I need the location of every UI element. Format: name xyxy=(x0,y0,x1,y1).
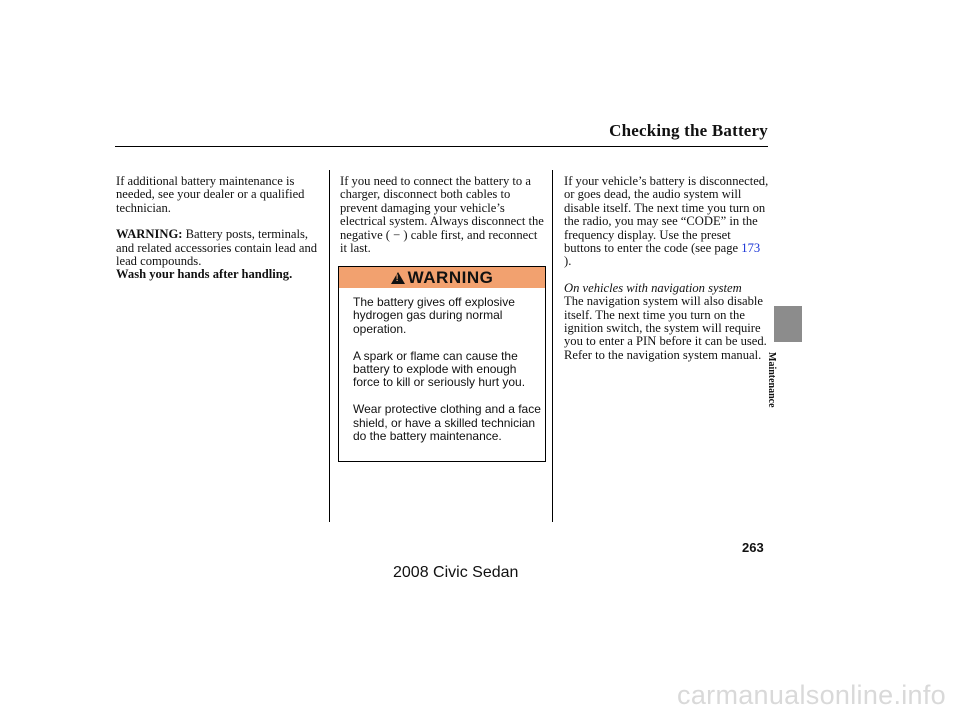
header-rule xyxy=(115,146,768,147)
watermark: carmanualsonline.info xyxy=(677,680,946,710)
section-label: Maintenance xyxy=(766,352,777,408)
page-reference-link[interactable]: 173 xyxy=(741,241,761,256)
section-tab xyxy=(774,306,802,342)
lead-warning-text: Battery posts, terminals, and related accessories contain lead and lead compounds. xyxy=(116,227,318,269)
page-number: 263 xyxy=(742,540,764,555)
navigation-heading: On vehicles with navigation system xyxy=(564,280,742,295)
wash-hands-note: Wash your hands after handling. xyxy=(116,267,293,282)
charger-instructions: If you need to connect the battery to a charger, disconnect both cables to prevent damaging your vehicle’s electrical system. Always disconnect the negative ( − ) cable first, and reconnect it last. xyxy=(340,174,544,256)
warning-body xyxy=(353,296,541,457)
warning-triangle-icon xyxy=(391,272,405,284)
lead-warning xyxy=(116,228,324,268)
audio-code-note xyxy=(564,175,770,269)
warning-banner-label: WARNING xyxy=(407,267,494,287)
column-3 xyxy=(564,175,770,362)
navigation-note: The navigation system will also disable itself. The next time you turn on the ignition switch, the system will require you to enter a PIN before it can be used. Refer to the navigation system manual. xyxy=(564,294,767,362)
warning-paragraph-3: Wear protective clothing and a face shield, or have a skilled technician do the battery maintenance. xyxy=(353,402,541,444)
column-divider-left xyxy=(329,170,330,522)
column-2 xyxy=(340,175,546,255)
column-1 xyxy=(116,175,324,282)
warning-paragraph-1: The battery gives off explosive hydrogen gas during normal operation. xyxy=(353,295,515,336)
warning-box xyxy=(338,266,546,462)
warning-label: WARNING: xyxy=(116,227,183,242)
column-divider-right xyxy=(552,170,553,522)
page-title: Checking the Battery xyxy=(609,121,768,140)
maintenance-note: If additional battery maintenance is needed, see your dealer or a qualified technician. xyxy=(116,174,305,215)
audio-code-text-end: ). xyxy=(564,254,572,269)
footer-model: 2008 Civic Sedan xyxy=(393,564,519,581)
warning-banner xyxy=(339,267,545,288)
warning-paragraph-2: A spark or flame can cause the battery to explode with enough force to kill or seriously hurt you. xyxy=(353,348,526,390)
audio-code-text: If your vehicle’s battery is disconnected, or goes dead, the audio system will disable itself. The next time you turn on the radio, you may see “CODE” in the frequency display. Use the preset buttons to enter the code (see page xyxy=(564,174,769,256)
